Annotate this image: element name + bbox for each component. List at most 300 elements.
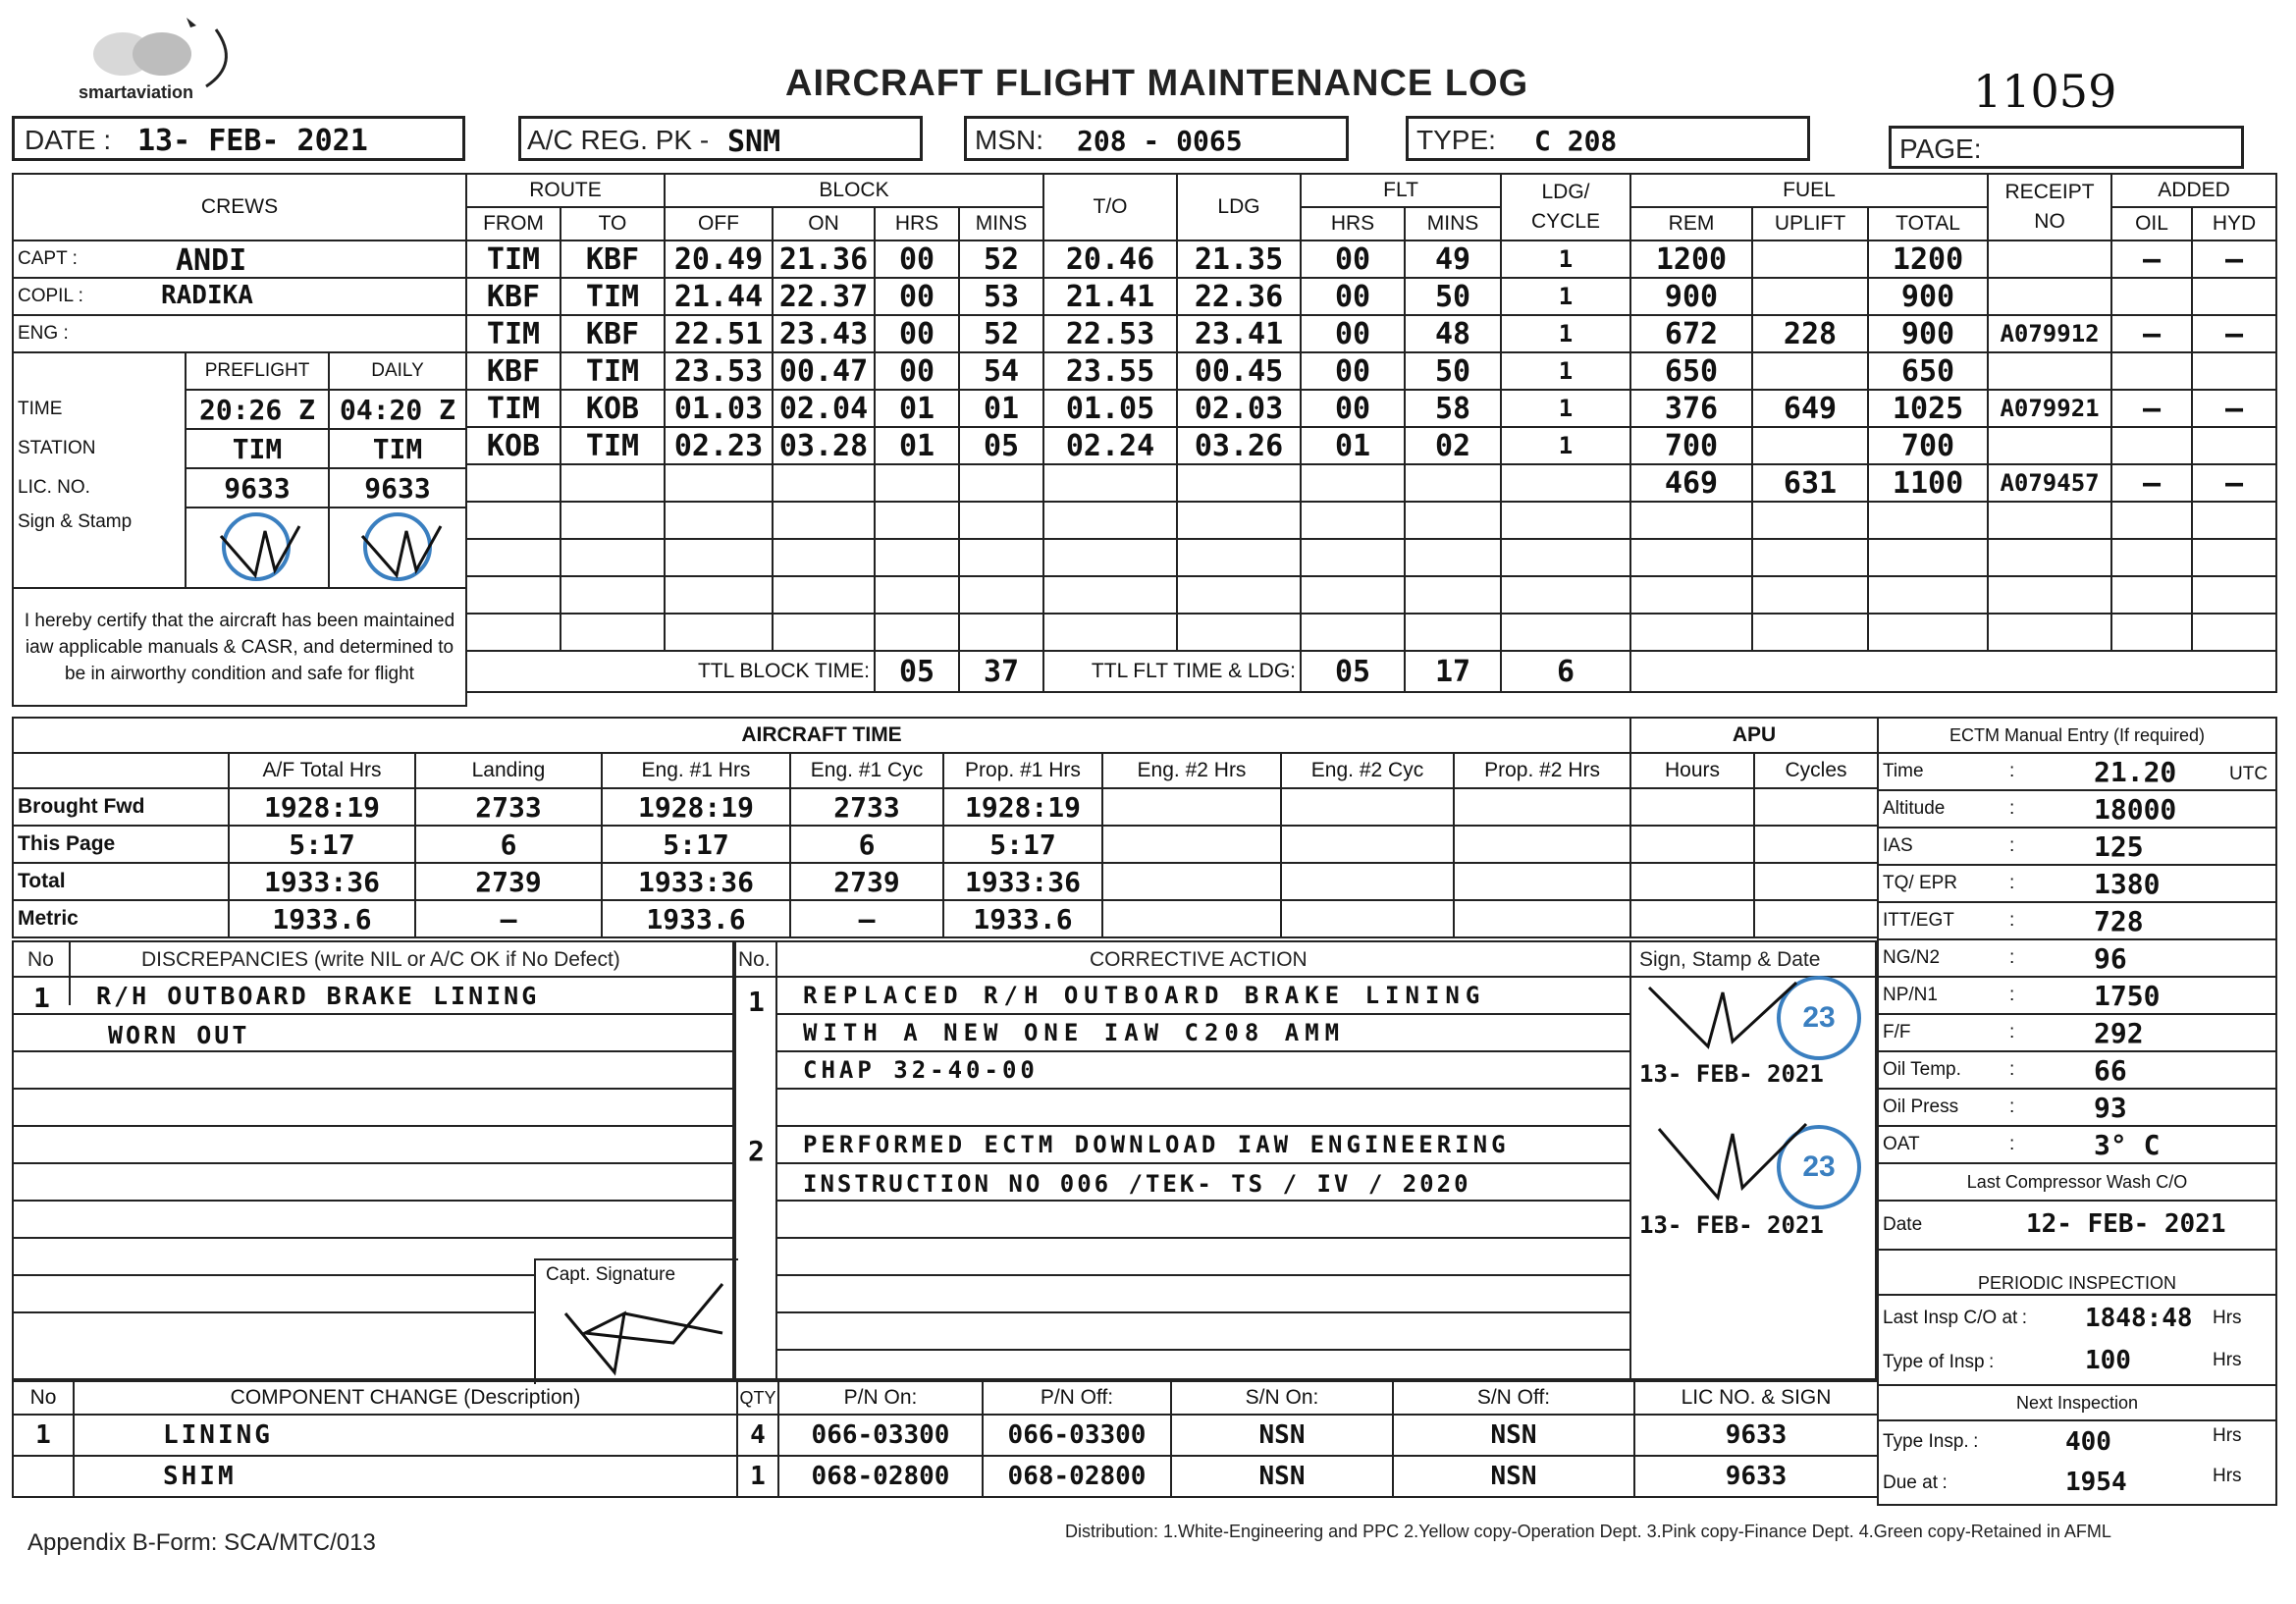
flight-to-cell[interactable]: TIM — [561, 278, 665, 315]
fuel-receipt-cell[interactable]: A079912 — [1988, 315, 2111, 352]
ac-time-value-cell[interactable]: 1933.6 — [602, 900, 790, 937]
ac-time-value-cell[interactable] — [1281, 826, 1454, 863]
lic-daily[interactable]: 9633 — [329, 468, 466, 508]
flight-mins-cell[interactable] — [959, 464, 1043, 502]
fuel-uplift-cell[interactable] — [1752, 539, 1868, 576]
flight-hrs-cell[interactable]: 00 — [875, 352, 959, 390]
fuel-total-cell[interactable] — [1868, 502, 1988, 539]
capt-row[interactable]: CAPT : ANDI — [13, 241, 466, 278]
ectm-value-cell[interactable]: : 292 — [2005, 1014, 2276, 1051]
time-daily[interactable]: 04:20 Z — [329, 390, 466, 429]
eng-row[interactable]: ENG : — [13, 315, 466, 352]
fuel-rem-cell[interactable]: 672 — [1630, 315, 1752, 352]
component-pn-off-cell[interactable]: 066-03300 — [983, 1415, 1171, 1456]
flight-off-cell[interactable] — [665, 502, 773, 539]
station-preflight[interactable]: TIM — [186, 429, 329, 468]
component-no-cell[interactable]: 1 — [13, 1415, 74, 1456]
fuel-hyd-cell[interactable] — [2192, 427, 2276, 464]
flight-ldg-cell[interactable] — [1177, 464, 1301, 502]
flight-to-time-cell[interactable] — [1043, 502, 1177, 539]
fuel-uplift-cell[interactable]: 631 — [1752, 464, 1868, 502]
flight-flt-mins-cell[interactable]: 02 — [1405, 427, 1501, 464]
component-lic-cell[interactable]: 9633 — [1634, 1456, 1878, 1497]
fuel-hyd-cell[interactable] — [2192, 539, 2276, 576]
flight-to-cell[interactable]: TIM — [561, 427, 665, 464]
component-no-cell[interactable] — [13, 1456, 74, 1497]
flight-to-time-cell[interactable] — [1043, 464, 1177, 502]
ac-time-value-cell[interactable] — [1102, 826, 1281, 863]
flight-hrs-cell[interactable] — [875, 502, 959, 539]
fuel-hyd-cell[interactable] — [2192, 614, 2276, 651]
daily-stamp-cell[interactable] — [329, 508, 466, 588]
fuel-rem-cell[interactable]: 376 — [1630, 390, 1752, 427]
fuel-total-cell[interactable]: 1025 — [1868, 390, 1988, 427]
reg-value: SNM — [727, 125, 781, 159]
next-type-row[interactable]: Type Insp. : 400 Hrs — [1878, 1420, 2276, 1462]
flight-hrs-cell[interactable]: 00 — [875, 278, 959, 315]
flight-mins-cell[interactable]: 05 — [959, 427, 1043, 464]
fuel-rem-cell[interactable]: 469 — [1630, 464, 1752, 502]
disc-no-label: No — [27, 948, 54, 971]
fuel-uplift-cell[interactable] — [1752, 614, 1868, 651]
flight-to-cell[interactable]: TIM — [561, 352, 665, 390]
flight-from-cell[interactable] — [466, 539, 561, 576]
flight-cycle-cell[interactable]: 1 — [1501, 427, 1630, 464]
fuel-hyd-cell[interactable]: – — [2192, 464, 2276, 502]
corr-item-2-line-2[interactable]: INSTRUCTION NO 006 /TEK- TS / IV / 2020 — [803, 1170, 1471, 1198]
flight-cycle-cell[interactable]: 1 — [1501, 278, 1630, 315]
apu-hours-1[interactable] — [1630, 788, 1754, 826]
component-sn-on-cell[interactable]: NSN — [1171, 1456, 1393, 1497]
flight-to-time-cell[interactable] — [1043, 576, 1177, 614]
flight-flt-hrs-cell[interactable] — [1301, 464, 1405, 502]
flight-flt-mins-cell[interactable]: 50 — [1405, 352, 1501, 390]
flight-mins-cell[interactable] — [959, 539, 1043, 576]
fuel-uplift-cell[interactable] — [1752, 502, 1868, 539]
ectm-value-cell[interactable]: : 18000 — [2005, 790, 2276, 828]
flight-flt-mins-cell[interactable] — [1405, 614, 1501, 651]
flight-mins-cell[interactable]: 53 — [959, 278, 1043, 315]
ac-time-value-cell[interactable]: 2733 — [415, 788, 602, 826]
periodic-heading: PERIODIC INSPECTION — [1878, 1250, 2276, 1295]
apu-cycles-3[interactable] — [1754, 863, 1878, 900]
ac-time-value-cell[interactable]: 1933.6 — [943, 900, 1102, 937]
fuel-rem-cell[interactable] — [1630, 576, 1752, 614]
type-insp-row[interactable]: Type of Insp : 100 Hrs — [1878, 1340, 2276, 1385]
ectm-value-cell[interactable]: : 66 — [2005, 1051, 2276, 1089]
copil-row[interactable]: COPIL : RADIKA — [13, 278, 466, 315]
ectm-value-cell[interactable]: : 728 — [2005, 902, 2276, 939]
flight-on-cell[interactable] — [773, 614, 875, 651]
flight-flt-hrs-cell[interactable] — [1301, 502, 1405, 539]
flight-off-cell[interactable]: 20.49 — [665, 241, 773, 278]
flight-to-time-cell[interactable]: 01.05 — [1043, 390, 1177, 427]
component-lic-cell[interactable]: 9633 — [1634, 1415, 1878, 1456]
ac-time-value-cell[interactable]: 6 — [415, 826, 602, 863]
flight-to-cell[interactable] — [561, 539, 665, 576]
flight-flt-mins-cell[interactable] — [1405, 539, 1501, 576]
fuel-rem-cell[interactable]: 700 — [1630, 427, 1752, 464]
fuel-rem-cell[interactable]: 650 — [1630, 352, 1752, 390]
fuel-oil-cell[interactable] — [2111, 539, 2192, 576]
fuel-uplift-cell[interactable] — [1752, 241, 1868, 278]
flight-to-cell[interactable]: KOB — [561, 390, 665, 427]
flight-off-cell[interactable] — [665, 576, 773, 614]
fuel-oil-cell[interactable] — [2111, 278, 2192, 315]
flight-flt-hrs-cell[interactable] — [1301, 614, 1405, 651]
ac-time-value-cell[interactable] — [1454, 863, 1630, 900]
flight-on-cell[interactable]: 22.37 — [773, 278, 875, 315]
flight-hrs-cell[interactable]: 00 — [875, 241, 959, 278]
flight-to-cell[interactable]: KBF — [561, 241, 665, 278]
flight-off-cell[interactable]: 21.44 — [665, 278, 773, 315]
flight-mins-cell[interactable]: 52 — [959, 241, 1043, 278]
last-insp-row[interactable]: Last Insp C/O at : 1848:48 Hrs — [1878, 1295, 2276, 1340]
fuel-receipt-cell[interactable] — [1988, 278, 2111, 315]
flight-hrs-cell[interactable] — [875, 614, 959, 651]
fuel-oil-cell[interactable]: – — [2111, 464, 2192, 502]
fuel-receipt-cell[interactable]: A079921 — [1988, 390, 2111, 427]
ac-time-value-cell[interactable]: 5:17 — [943, 826, 1102, 863]
component-sn-on-cell[interactable]: NSN — [1171, 1415, 1393, 1456]
flight-to-time-cell[interactable]: 21.41 — [1043, 278, 1177, 315]
flight-ldg-cell[interactable]: 00.45 — [1177, 352, 1301, 390]
flight-to-cell[interactable] — [561, 614, 665, 651]
flight-to-time-cell[interactable] — [1043, 539, 1177, 576]
flight-from-cell[interactable]: TIM — [466, 390, 561, 427]
fuel-hyd-cell[interactable]: – — [2192, 315, 2276, 352]
flight-to-time-cell[interactable]: 02.24 — [1043, 427, 1177, 464]
fuel-oil-cell[interactable] — [2111, 427, 2192, 464]
corr-item-1-line-2[interactable]: WITH A NEW ONE IAW C208 AMM — [803, 1019, 1346, 1046]
date-field[interactable]: DATE : 13- FEB- 2021 — [12, 116, 465, 161]
flight-cycle-cell[interactable]: 1 — [1501, 315, 1630, 352]
flight-off-cell[interactable] — [665, 464, 773, 502]
flight-to-time-cell[interactable]: 23.55 — [1043, 352, 1177, 390]
reg-field[interactable]: A/C REG. PK - SNM — [518, 116, 923, 161]
fuel-hyd-cell[interactable]: – — [2192, 390, 2276, 427]
fuel-hyd-cell[interactable]: – — [2192, 241, 2276, 278]
ac-time-value-cell[interactable] — [1454, 900, 1630, 937]
flight-on-cell[interactable] — [773, 576, 875, 614]
flight-cycle-cell[interactable]: 1 — [1501, 390, 1630, 427]
disc-item-line-1[interactable]: R/H OUTBOARD BRAKE LINING — [96, 982, 540, 1010]
component-row — [13, 1456, 1878, 1497]
fuel-total-cell[interactable]: 900 — [1868, 315, 1988, 352]
flight-from-cell[interactable]: KBF — [466, 352, 561, 390]
flight-ldg-cell[interactable]: 03.26 — [1177, 427, 1301, 464]
flight-on-cell[interactable]: 03.28 — [773, 427, 875, 464]
disc-item-line-2[interactable]: WORN OUT — [108, 1021, 250, 1049]
crews-heading: CREWS — [13, 174, 466, 241]
flight-ldg-cell[interactable] — [1177, 502, 1301, 539]
ac-time-value-cell[interactable]: 1933:36 — [602, 863, 790, 900]
flight-off-cell[interactable]: 02.23 — [665, 427, 773, 464]
fuel-rem-cell[interactable]: 900 — [1630, 278, 1752, 315]
flight-mins-cell[interactable] — [959, 502, 1043, 539]
fuel-rem-cell[interactable] — [1630, 502, 1752, 539]
ac-time-value-cell[interactable]: 1933.6 — [229, 900, 415, 937]
flight-off-cell[interactable]: 23.53 — [665, 352, 773, 390]
flight-ldg-cell[interactable] — [1177, 614, 1301, 651]
fuel-total-cell[interactable]: 700 — [1868, 427, 1988, 464]
ac-time-value-cell[interactable]: 2739 — [415, 863, 602, 900]
fuel-receipt-cell[interactable] — [1988, 576, 2111, 614]
flight-mins-cell[interactable]: 54 — [959, 352, 1043, 390]
flight-off-cell[interactable]: 01.03 — [665, 390, 773, 427]
flight-mins-cell[interactable] — [959, 614, 1043, 651]
flight-hrs-cell[interactable] — [875, 576, 959, 614]
ac-time-value-cell[interactable]: 1928:19 — [229, 788, 415, 826]
flight-on-cell[interactable]: 23.43 — [773, 315, 875, 352]
ac-time-value-cell[interactable]: 6 — [790, 826, 943, 863]
preflight-stamp-cell[interactable] — [186, 508, 329, 588]
fuel-receipt-cell[interactable] — [1988, 352, 2111, 390]
ac-time-value-cell[interactable]: 5:17 — [229, 826, 415, 863]
fuel-uplift-cell[interactable]: 228 — [1752, 315, 1868, 352]
ectm-value-cell[interactable]: : 96 — [2005, 939, 2276, 977]
ac-time-value-cell[interactable] — [1102, 788, 1281, 826]
wash-row[interactable]: Date 12- FEB- 2021 — [1878, 1201, 2276, 1250]
flight-flt-hrs-cell[interactable]: 00 — [1301, 352, 1405, 390]
flight-on-cell[interactable]: 21.36 — [773, 241, 875, 278]
corr-item-1-date[interactable]: 13- FEB- 2021 — [1639, 1060, 1824, 1088]
ttl-flt-mins[interactable]: 17 — [1405, 651, 1501, 692]
ac-time-value-cell[interactable] — [1281, 900, 1454, 937]
flight-flt-mins-cell[interactable]: 49 — [1405, 241, 1501, 278]
fuel-uplift-cell[interactable] — [1752, 278, 1868, 315]
flight-to-cell[interactable] — [561, 576, 665, 614]
fuel-hyd-cell[interactable] — [2192, 278, 2276, 315]
ttl-block-mins[interactable]: 37 — [959, 651, 1043, 692]
ac-time-row-label: Metric — [13, 900, 229, 937]
flight-flt-mins-cell[interactable]: 48 — [1405, 315, 1501, 352]
flight-mins-cell[interactable]: 01 — [959, 390, 1043, 427]
flight-cycle-cell[interactable] — [1501, 576, 1630, 614]
flight-on-cell[interactable]: 02.04 — [773, 390, 875, 427]
fuel-uplift-cell[interactable] — [1752, 427, 1868, 464]
ac-time-value-cell[interactable] — [1281, 863, 1454, 900]
fuel-oil-cell[interactable] — [2111, 614, 2192, 651]
fuel-oil-cell[interactable]: – — [2111, 241, 2192, 278]
corr-item-2-date[interactable]: 13- FEB- 2021 — [1639, 1211, 1824, 1239]
ttl-flt-hrs[interactable]: 05 — [1301, 651, 1405, 692]
component-sn-off-cell[interactable]: NSN — [1393, 1415, 1634, 1456]
component-pn-on-cell[interactable]: 066-03300 — [778, 1415, 983, 1456]
flight-flt-mins-cell[interactable] — [1405, 502, 1501, 539]
fuel-total-cell[interactable]: 900 — [1868, 278, 1988, 315]
flight-ldg-cell[interactable]: 21.35 — [1177, 241, 1301, 278]
flight-from-cell[interactable]: KOB — [466, 427, 561, 464]
flight-cycle-cell[interactable] — [1501, 539, 1630, 576]
ac-time-value-cell[interactable]: — — [415, 900, 602, 937]
fuel-receipt-cell[interactable] — [1988, 241, 2111, 278]
ttl-block-hrs[interactable]: 05 — [875, 651, 959, 692]
flight-ldg-cell[interactable] — [1177, 539, 1301, 576]
flight-ldg-cell[interactable]: 23.41 — [1177, 315, 1301, 352]
ac-time-value-cell[interactable]: 5:17 — [602, 826, 790, 863]
flight-flt-hrs-cell[interactable]: 01 — [1301, 427, 1405, 464]
flight-off-cell[interactable] — [665, 614, 773, 651]
type-field[interactable]: TYPE: C 208 — [1406, 116, 1810, 161]
fuel-receipt-cell[interactable] — [1988, 539, 2111, 576]
component-pn-off-cell[interactable]: 068-02800 — [983, 1456, 1171, 1497]
flight-cycle-cell[interactable] — [1501, 464, 1630, 502]
component-pn-on-cell[interactable]: 068-02800 — [778, 1456, 983, 1497]
ac-time-col-header: Eng. #1 Hrs — [602, 753, 790, 788]
flight-mins-cell[interactable] — [959, 576, 1043, 614]
flight-hrs-cell[interactable] — [875, 464, 959, 502]
flight-flt-mins-cell[interactable]: 50 — [1405, 278, 1501, 315]
flight-to-time-cell[interactable]: 22.53 — [1043, 315, 1177, 352]
fuel-total-cell[interactable] — [1868, 539, 1988, 576]
ac-time-value-cell[interactable] — [1454, 788, 1630, 826]
flight-ldg-cell[interactable]: 02.03 — [1177, 390, 1301, 427]
date-value: 13- FEB- 2021 — [137, 124, 368, 158]
flight-to-cell[interactable] — [561, 464, 665, 502]
station-daily[interactable]: TIM — [329, 429, 466, 468]
flight-cycle-cell[interactable]: 1 — [1501, 241, 1630, 278]
flight-to-cell[interactable] — [561, 502, 665, 539]
fuel-receipt-cell[interactable] — [1988, 427, 2111, 464]
apu-hours-3[interactable] — [1630, 863, 1754, 900]
ac-time-value-cell[interactable]: 1928:19 — [602, 788, 790, 826]
apu-cycles-1[interactable] — [1754, 788, 1878, 826]
fuel-oil-cell[interactable] — [2111, 352, 2192, 390]
flight-from-cell[interactable] — [466, 464, 561, 502]
due-row[interactable]: Due at : 1954 Hrs — [1878, 1462, 2276, 1505]
flight-from-cell[interactable] — [466, 576, 561, 614]
ac-time-value-cell[interactable] — [1454, 826, 1630, 863]
fuel-uplift-cell[interactable] — [1752, 352, 1868, 390]
flight-ldg-cell[interactable] — [1177, 576, 1301, 614]
apu-cycles-2[interactable] — [1754, 826, 1878, 863]
flight-flt-hrs-cell[interactable]: 00 — [1301, 390, 1405, 427]
ac-time-value-cell[interactable]: 1933:36 — [943, 863, 1102, 900]
component-qty-cell[interactable]: 4 — [737, 1415, 778, 1456]
flight-ldg-cell[interactable]: 22.36 — [1177, 278, 1301, 315]
flight-hrs-cell[interactable]: 00 — [875, 315, 959, 352]
flight-to-time-cell[interactable]: 20.46 — [1043, 241, 1177, 278]
fuel-receipt-cell[interactable] — [1988, 502, 2111, 539]
flight-from-cell[interactable]: TIM — [466, 315, 561, 352]
page-field[interactable]: PAGE: — [1889, 126, 2244, 169]
flight-off-cell[interactable]: 22.51 — [665, 315, 773, 352]
flight-on-cell[interactable]: 00.47 — [773, 352, 875, 390]
flight-on-cell[interactable] — [773, 539, 875, 576]
flight-from-cell[interactable] — [466, 502, 561, 539]
fuel-rem-cell[interactable] — [1630, 614, 1752, 651]
flight-to-time-cell[interactable] — [1043, 614, 1177, 651]
fuel-hyd-cell[interactable] — [2192, 576, 2276, 614]
corr-item-1-line-1[interactable]: REPLACED R/H OUTBOARD BRAKE LINING — [803, 982, 1486, 1009]
lic-preflight[interactable]: 9633 — [186, 468, 329, 508]
time-preflight[interactable]: 20:26 Z — [186, 390, 329, 429]
ac-time-value-cell[interactable] — [1102, 863, 1281, 900]
ectm-value-cell[interactable]: : 125 — [2005, 828, 2276, 865]
ac-time-value-cell[interactable]: 1933:36 — [229, 863, 415, 900]
fuel-receipt-cell[interactable]: A079457 — [1988, 464, 2111, 502]
fuel-total-cell[interactable] — [1868, 614, 1988, 651]
flight-flt-hrs-cell[interactable] — [1301, 576, 1405, 614]
ac-time-value-cell[interactable]: 1928:19 — [943, 788, 1102, 826]
component-desc-cell[interactable]: SHIM — [74, 1456, 737, 1497]
fuel-total-cell[interactable]: 1200 — [1868, 241, 1988, 278]
corr-item-1-line-3[interactable]: CHAP 32-40-00 — [803, 1056, 1039, 1084]
flight-cycle-cell[interactable] — [1501, 614, 1630, 651]
flight-flt-mins-cell[interactable] — [1405, 464, 1501, 502]
fuel-total-cell[interactable]: 1100 — [1868, 464, 1988, 502]
apu-cycles-4[interactable] — [1754, 900, 1878, 937]
corr-item-2-line-1[interactable]: PERFORMED ECTM DOWNLOAD IAW ENGINEERING — [803, 1131, 1510, 1158]
ectm-value-cell[interactable]: : 3° C — [2005, 1126, 2276, 1163]
ac-time-value-cell[interactable]: 2733 — [790, 788, 943, 826]
apu-hours-2[interactable] — [1630, 826, 1754, 863]
flight-flt-mins-cell[interactable]: 58 — [1405, 390, 1501, 427]
flight-row — [466, 241, 1630, 278]
fuel-oil-cell[interactable]: – — [2111, 315, 2192, 352]
flight-hrs-cell[interactable] — [875, 539, 959, 576]
ac-time-value-cell[interactable]: 2739 — [790, 863, 943, 900]
flight-cycle-cell[interactable]: 1 — [1501, 352, 1630, 390]
fuel-hyd-cell[interactable] — [2192, 352, 2276, 390]
ac-time-value-cell[interactable] — [1281, 788, 1454, 826]
flight-from-cell[interactable]: KBF — [466, 278, 561, 315]
fuel-oil-cell[interactable] — [2111, 502, 2192, 539]
flight-flt-hrs-cell[interactable] — [1301, 539, 1405, 576]
component-desc-cell[interactable]: LINING — [74, 1415, 737, 1456]
fuel-rem-cell[interactable] — [1630, 539, 1752, 576]
apu-hours-4[interactable] — [1630, 900, 1754, 937]
flight-off-cell[interactable] — [665, 539, 773, 576]
fuel-oil-cell[interactable]: – — [2111, 390, 2192, 427]
flight-from-cell[interactable] — [466, 614, 561, 651]
fuel-uplift-cell[interactable]: 649 — [1752, 390, 1868, 427]
fuel-total-cell[interactable]: 650 — [1868, 352, 1988, 390]
fuel-total-cell[interactable] — [1868, 576, 1988, 614]
flight-cycle-cell[interactable] — [1501, 502, 1630, 539]
fuel-uplift-cell[interactable] — [1752, 576, 1868, 614]
ectm-value-cell[interactable]: : 1380 — [2005, 865, 2276, 902]
ac-time-value-cell[interactable] — [1102, 900, 1281, 937]
ectm-value-cell[interactable]: : 21.20 UTC — [2005, 753, 2276, 790]
flight-hrs-cell[interactable]: 01 — [875, 427, 959, 464]
ectm-value-cell[interactable]: : 1750 — [2005, 977, 2276, 1014]
fuel-oil-cell[interactable] — [2111, 576, 2192, 614]
capt-signature-box[interactable]: Capt. Signature — [534, 1258, 738, 1384]
ac-time-value-cell[interactable]: — — [790, 900, 943, 937]
ectm-value-cell[interactable]: : 93 — [2005, 1089, 2276, 1126]
ttl-ldg[interactable]: 6 — [1501, 651, 1630, 692]
flight-on-cell[interactable] — [773, 464, 875, 502]
flight-hrs-cell[interactable]: 01 — [875, 390, 959, 427]
flight-flt-hrs-cell[interactable]: 00 — [1301, 241, 1405, 278]
fuel-hyd-cell[interactable] — [2192, 502, 2276, 539]
flight-flt-hrs-cell[interactable]: 00 — [1301, 278, 1405, 315]
flight-from-cell[interactable]: TIM — [466, 241, 561, 278]
msn-field[interactable]: MSN: 208 - 0065 — [964, 116, 1349, 161]
flight-flt-hrs-cell[interactable]: 00 — [1301, 315, 1405, 352]
flight-on-cell[interactable] — [773, 502, 875, 539]
fuel-receipt-cell[interactable] — [1988, 614, 2111, 651]
flight-flt-mins-cell[interactable] — [1405, 576, 1501, 614]
flight-to-cell[interactable]: KBF — [561, 315, 665, 352]
flight-mins-cell[interactable]: 52 — [959, 315, 1043, 352]
fuel-row — [1630, 427, 2276, 464]
component-qty-cell[interactable]: 1 — [737, 1456, 778, 1497]
component-sn-off-cell[interactable]: NSN — [1393, 1456, 1634, 1497]
fuel-rem-cell[interactable]: 1200 — [1630, 241, 1752, 278]
